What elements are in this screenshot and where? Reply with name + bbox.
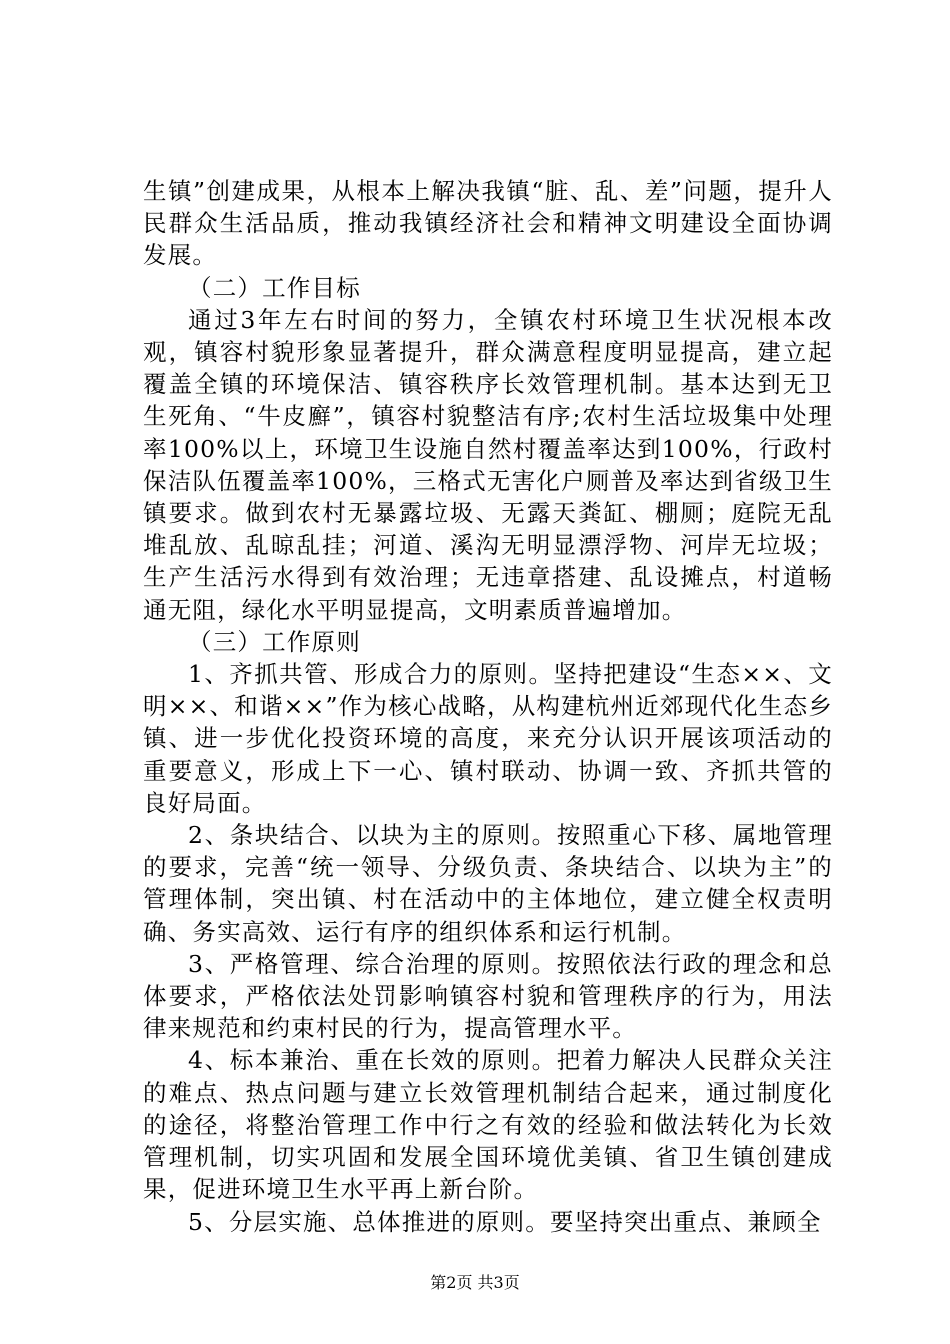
paragraph: 1、齐抓共管、形成合力的原则。坚持把建设“生态××、文明××、和谐××”作为核心战略，从构建杭州近郊现代化生态乡镇、进一步优化投资环境的高度，来充分认识开展该项活动的重要意义，形成上下一心、镇村联动、协调一致、齐抓共管的良好局面。: [143, 660, 833, 817]
paragraph: 5、分层实施、总体推进的原则。要坚持突出重点、兼顾全: [188, 1207, 822, 1236]
section-heading: （二）工作目标: [188, 273, 361, 302]
paragraph: 3、严格管理、综合治理的原则。按照依法行政的理念和总体要求，严格依法处罚影响镇容村貌和管理秩序的行为，用法律来规范和约束村民的行为，提高管理水平。: [143, 949, 833, 1043]
paragraph: 生镇”创建成果，从根本上解决我镇“脏、乱、差”问题，提升人民群众生活品质，推动我镇经济社会和精神文明建设全面协调发展。: [143, 177, 833, 270]
paragraph: 4、标本兼治、重在长效的原则。把着力解决人民群众关注的难点、热点问题与建立长效管理机制结合起来，通过制度化的途径，将整治管理工作中行之有效的经验和做法转化为长效管理机制，切实巩固和发展全国环境优美镇、省卫生镇创建成果，促进环境卫生水平再上新台阶。: [143, 1046, 833, 1204]
document-body: [143, 175, 833, 1238]
paragraph: 2、条块结合、以块为主的原则。按照重心下移、属地管理的要求，完善“统一领导、分级负责、条块结合、以块为主”的管理体制，突出镇、村在活动中的主体地位，建立健全权责明确、务实高效、运行有序的组织体系和运行机制。: [143, 821, 833, 946]
section-heading: （三）工作原则: [188, 627, 361, 656]
paragraph: 通过3年左右时间的努力，全镇农村环境卫生状况根本改观，镇容村貌形象显著提升，群众满意程度明显提高，建立起覆盖全镇的环境保洁、镇容秩序长效管理机制。基本达到无卫生死角、“牛皮廯”，镇容村貌整洁有序;农村生活垃圾集中处理率100%以上，环境卫生设施自然村覆盖率达到100%，行政村保洁队伍覆盖率100%，三格式无害化户厕普及率达到省级卫生镇要求。做到农村无暴露垃圾、无露天粪缸、棚厕；庭院无乱堆乱放、乱晾乱挂；河道、溪沟无明显漂浮物、河岸无垃圾；生产生活污水得到有效治理；无违章搭建、乱设摊点，村道畅通无阻，绿化水平明显提高，文明素质普遍增加。: [143, 305, 833, 624]
page-footer: 第2页 共3页: [430, 1273, 520, 1292]
